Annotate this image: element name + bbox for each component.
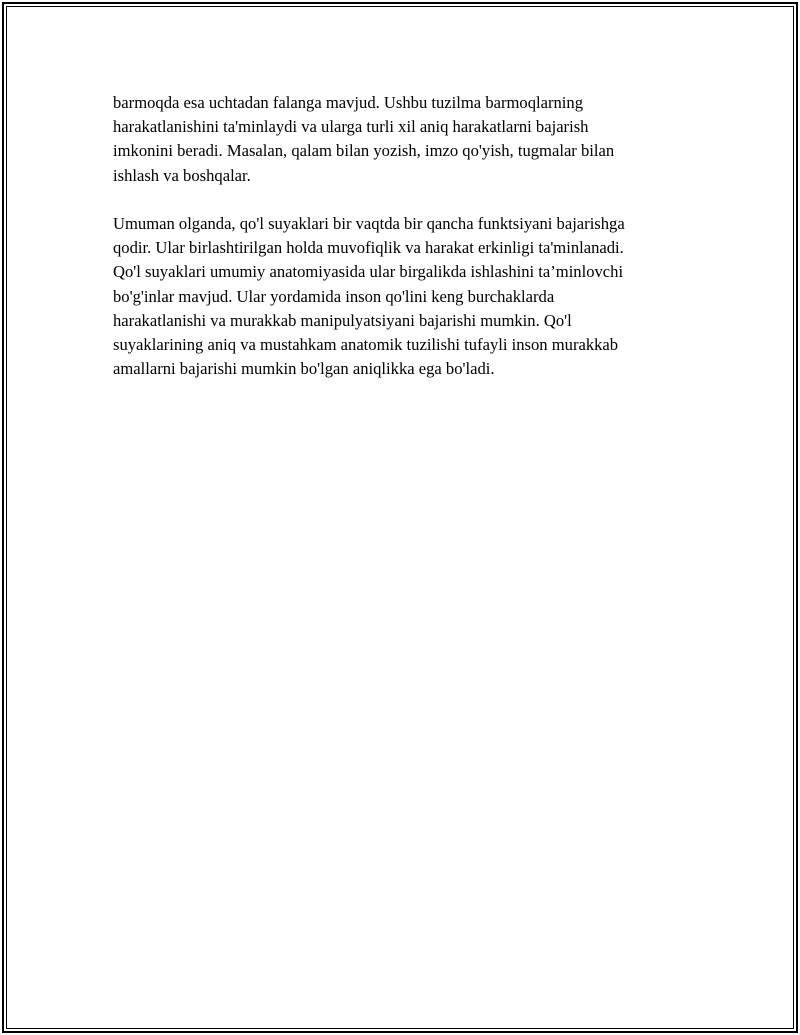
text-line: barmoqda esa uchtadan falanga mavjud. Ushbu tuzilma barmoqlarning	[113, 93, 584, 112]
paragraph-1	[113, 91, 713, 188]
text-line: amallarni bajarishi mumkin bo'lgan aniqlikka ega bo'ladi.	[113, 359, 495, 379]
document-body	[113, 91, 713, 381]
paragraph-2	[113, 212, 713, 381]
text-line: imkonini beradi. Masalan, qalam bilan yozish, imzo qo'yish, tugmalar bilan	[113, 141, 615, 161]
text-line: Umuman olganda, qo'l suyaklari bir vaqtda bir qancha funktsiyani bajarishga	[113, 214, 625, 233]
text-line: suyaklarining aniq va mustahkam anatomik tuzilishi tufayli inson murakkab	[113, 335, 619, 355]
text-line: harakatlanishini ta'minlaydi va ularga turli xil aniq harakatlarni bajarish	[113, 117, 589, 137]
text-line: harakatlanishi va murakkab manipulyatsiyani bajarishi mumkin. Qo'l	[113, 310, 572, 330]
text-line: qodir. Ular birlashtirilgan holda muvofiqlik va harakat erkinligi ta'minlanadi.	[113, 238, 624, 258]
text-line: ishlash va boshqalar.	[113, 165, 251, 185]
text-line: Qo'l suyaklari umumiy anatomiyasida ular birgalikda ishlashini ta’minlovchi	[113, 262, 624, 282]
text-line: bo'g'inlar mavjud. Ular yordamida inson qo'lini keng burchaklarda	[113, 286, 555, 306]
